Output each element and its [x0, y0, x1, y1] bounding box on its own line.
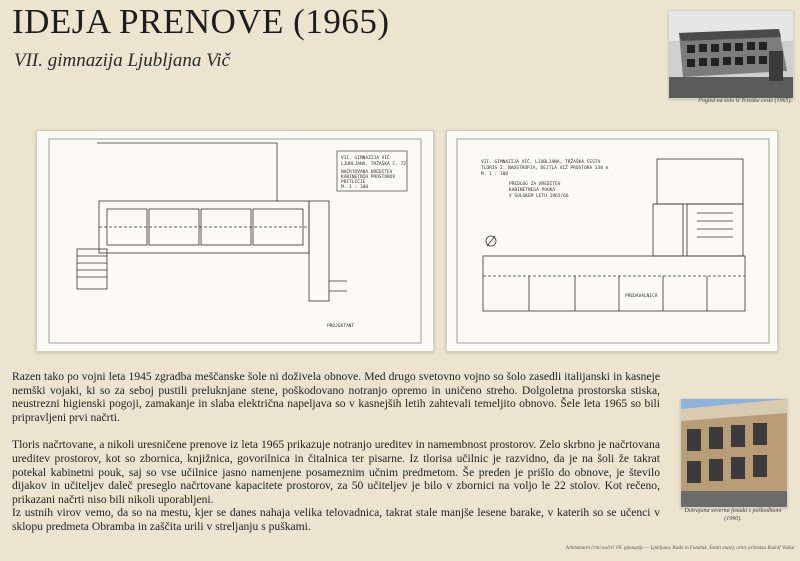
plan1-sub-line1: NAČRTOVANA UREDITEV — [341, 170, 393, 175]
facade-photo-image — [681, 399, 787, 507]
plan1-label-line2: LJUBLJANA, TRŽAŠKA C. 72 — [341, 162, 407, 167]
plan2-sub-line2: KABINETNEGA POUKA — [509, 188, 556, 193]
plan1-signature: PROJEKTANT — [327, 324, 355, 329]
page-subtitle: VII. gimnazija Ljubljana Vič — [14, 50, 231, 71]
building-photo-image — [669, 11, 793, 98]
floor-plan-second — [446, 130, 778, 352]
floor-plan-ground — [36, 130, 434, 352]
footer-credit: Arhitekturni črtni načrti VII. gimnazije — Ljubljana, Ruski in Fundnik, Šolski muzej, arhiv arhitekta Rudolf Volkar — [565, 546, 795, 551]
plan2-sub-line1: PREDLOG ZA UREDITEV — [509, 182, 561, 187]
plan2-label-line1: VII. GIMNAZIJA VIČ, LJUBLJANA, TRŽAŠKA CESTA — [481, 160, 601, 165]
plan2-room-label: PREDAVALNICA — [625, 294, 658, 299]
photo-top-caption: Pogled na šolo iz Tržaške ceste (1965). — [698, 98, 792, 104]
school-photo-1965 — [668, 10, 794, 99]
floor-plan-drawing-2 — [447, 131, 777, 351]
plan2-sub-line3: V ŠOLSKEM LETU 1965/66 — [509, 194, 569, 199]
plan2-label-line2: TLORIS 2. NADSTROPJA, DEJTLA VIŽ PROSTORA 330 m — [481, 166, 609, 171]
plan2-label-line3: M. 1 : 100 — [481, 172, 509, 177]
paragraph-1: Razen tako po vojni leta 1945 zgradba meščanske šole ni doživela obnove. Med drugo svetovno vojno so šolo zasedli italijanski in kasneje nemški vojaki, ki so za seboj pustili preluknjane stene, poškodovano notranjo opremo in uničeno streho. Dolgoletna prostorska stiska, neustrezni higienski pogoji, zamakanje in slaba električna napeljava so v kasnejših letih zahtevali temeljito obnovo. Šele leta 1965 so bili pripravljeni prvi načrti. — [12, 370, 660, 424]
school-photo-1990 — [680, 398, 788, 508]
plan1-label-line1: VII. GIMNAZIJA VIČ — [341, 156, 390, 161]
floor-plan-drawing-1 — [37, 131, 433, 351]
paragraph-2: Tloris načrtovane, a nikoli uresničene prenove iz leta 1965 prikazuje notranjo ureditev in namembnost prostorov. Zelo skrbno je načrtovana ureditev prostorov, kot so zbornica, knjižnica, govorilnica in čitalnica ter pisarne. Iz tlorisa učilnic je razvidno, da je na šoli že takrat potekal kabinetni pouk, saj so vse učilnice jasno namenjene posameznim učnim predmetom. Še preden je prišlo do obnove, je število dijakov in učiteljev daleč preseglo načrtovane kapacitete prostorov, za 50 učiteljev je bilo v zbornici na voljo le 22 stolov. Kot rečeno, prikazani načrti niso bili nikoli uporabljeni. — [12, 438, 660, 506]
article-body — [12, 370, 660, 534]
plan1-sub-line3: PRITLIČJE — [341, 180, 366, 185]
photo-side-caption: Dotrajana severna fasada s poškodbami (1990). — [684, 508, 782, 522]
paragraph-3: Iz ustnih virov vemo, da so na mestu, kjer se danes nahaja velika telovadnica, takrat stale manjše lesene barake, v katerih so se učenci v sklopu predmeta Obramba in zaščita urili v streljanju s puškami. — [12, 506, 660, 533]
page-title: IDEJA PRENOVE (1965) — [12, 2, 390, 41]
plan1-sub-line2: KABINETNIH PROSTOROV — [341, 175, 396, 180]
plan1-sub-line4: M. 1 : 100 — [341, 185, 369, 190]
